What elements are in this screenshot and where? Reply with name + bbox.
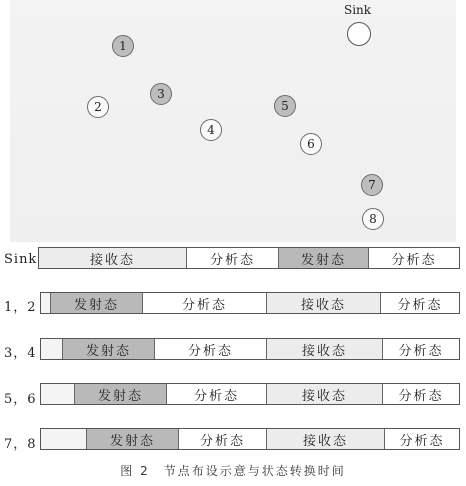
row-label-7-8: 7，8: [4, 437, 37, 452]
row-label-1-2: 1，2: [4, 300, 37, 315]
segment-analyze: 分析态: [383, 339, 459, 359]
timeline-bar-5-6: [40, 383, 460, 405]
segment-receive: 接收态: [267, 339, 383, 359]
segment-receive: 接收态: [267, 429, 385, 449]
row-label-3-4: 3，4: [4, 346, 37, 361]
sink-label: Sink: [344, 3, 372, 17]
segment-idle: [41, 429, 87, 449]
topology-panel: [10, 0, 456, 242]
node-3: 3: [150, 83, 172, 105]
node-4: 4: [200, 119, 222, 141]
segment-receive: 接收态: [39, 248, 187, 268]
node-8: 8: [362, 208, 384, 230]
node-5: 5: [274, 95, 296, 117]
timeline-bar-7-8: [40, 428, 460, 450]
node-7: 7: [361, 174, 383, 196]
segment-analyze: 分析态: [143, 293, 267, 313]
segment-idle: [41, 384, 75, 404]
timeline-bar-1-2: [40, 292, 460, 314]
segment-send: 发射态: [51, 293, 143, 313]
segment-send: 发射态: [87, 429, 179, 449]
timeline-bar-3-4: [40, 338, 460, 360]
segment-analyze: 分析态: [187, 248, 279, 268]
node-6: 6: [300, 133, 322, 155]
segment-analyze: 分析态: [385, 429, 459, 449]
timeline-bar-sink: [38, 247, 460, 269]
segment-receive: 接收态: [267, 384, 383, 404]
segment-send: 发射态: [279, 248, 369, 268]
row-label-5-6: 5，6: [4, 392, 37, 407]
segment-analyze: 分析态: [383, 384, 459, 404]
segment-idle: [41, 339, 63, 359]
node-1: 1: [112, 35, 134, 57]
segment-analyze: 分析态: [179, 429, 267, 449]
segment-analyze: 分析态: [155, 339, 267, 359]
segment-analyze: 分析态: [381, 293, 459, 313]
segment-idle: [41, 293, 51, 313]
sink-node: [347, 22, 371, 46]
segment-send: 发射态: [63, 339, 155, 359]
segment-receive: 接收态: [267, 293, 381, 313]
node-2: 2: [87, 96, 109, 118]
segment-analyze: 分析态: [167, 384, 267, 404]
segment-send: 发射态: [75, 384, 167, 404]
figure-caption: 图 2 节点布设示意与状态转换时间: [120, 464, 346, 478]
segment-analyze: 分析态: [369, 248, 459, 268]
row-label-sink: Sink: [4, 252, 38, 267]
